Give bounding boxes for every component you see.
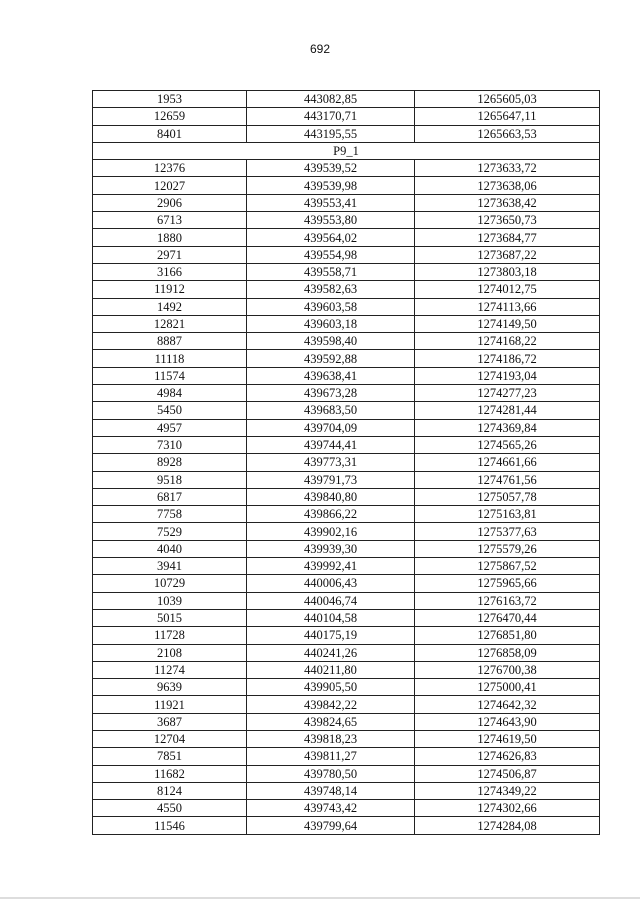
y-coordinate-cell: 1274149,50 <box>415 315 600 332</box>
table-row <box>93 713 600 730</box>
point-id-cell: 7310 <box>93 436 247 453</box>
table-row <box>93 696 600 713</box>
table-row <box>93 212 600 229</box>
point-id-cell: 11274 <box>93 661 247 678</box>
table-row <box>93 471 600 488</box>
table-row <box>93 177 600 194</box>
x-coordinate-cell: 439539,52 <box>247 160 415 177</box>
table-row <box>93 108 600 125</box>
x-coordinate-cell: 439799,64 <box>247 817 415 834</box>
point-id-cell: 6713 <box>93 212 247 229</box>
point-id-cell: 3941 <box>93 558 247 575</box>
point-id-cell: 8124 <box>93 782 247 799</box>
point-id-cell: 11682 <box>93 765 247 782</box>
y-coordinate-cell: 1274619,50 <box>415 730 600 747</box>
coordinates-table <box>92 90 600 835</box>
x-coordinate-cell: 443170,71 <box>247 108 415 125</box>
point-id-cell: 2108 <box>93 644 247 661</box>
point-id-cell: 1039 <box>93 592 247 609</box>
table-row <box>93 419 600 436</box>
table-row <box>93 782 600 799</box>
table-row <box>93 160 600 177</box>
point-id-cell: 8887 <box>93 333 247 350</box>
y-coordinate-cell: 1275000,41 <box>415 679 600 696</box>
table-row <box>93 679 600 696</box>
x-coordinate-cell: 439603,18 <box>247 315 415 332</box>
table-row <box>93 817 600 834</box>
table-row <box>93 298 600 315</box>
x-coordinate-cell: 439592,88 <box>247 350 415 367</box>
point-id-cell: 6817 <box>93 488 247 505</box>
x-coordinate-cell: 439598,40 <box>247 333 415 350</box>
point-id-cell: 7851 <box>93 748 247 765</box>
x-coordinate-cell: 440211,80 <box>247 661 415 678</box>
y-coordinate-cell: 1275057,78 <box>415 488 600 505</box>
x-coordinate-cell: 439780,50 <box>247 765 415 782</box>
point-id-cell: 7529 <box>93 523 247 540</box>
table-row <box>93 506 600 523</box>
table-row <box>93 644 600 661</box>
y-coordinate-cell: 1276851,80 <box>415 627 600 644</box>
table-row <box>93 402 600 419</box>
point-id-cell: 12376 <box>93 160 247 177</box>
x-coordinate-cell: 440175,19 <box>247 627 415 644</box>
y-coordinate-cell: 1275377,63 <box>415 523 600 540</box>
table-row <box>93 350 600 367</box>
point-id-cell: 2971 <box>93 246 247 263</box>
point-id-cell: 12659 <box>93 108 247 125</box>
x-coordinate-cell: 439818,23 <box>247 730 415 747</box>
y-coordinate-cell: 1273684,77 <box>415 229 600 246</box>
table-row <box>93 281 600 298</box>
y-coordinate-cell: 1273633,72 <box>415 160 600 177</box>
x-coordinate-cell: 439905,50 <box>247 679 415 696</box>
x-coordinate-cell: 439673,28 <box>247 385 415 402</box>
table-row <box>93 523 600 540</box>
y-coordinate-cell: 1273650,73 <box>415 212 600 229</box>
x-coordinate-cell: 439939,30 <box>247 540 415 557</box>
table-row <box>93 661 600 678</box>
point-id-cell: 11574 <box>93 367 247 384</box>
x-coordinate-cell: 443082,85 <box>247 91 415 108</box>
point-id-cell: 4984 <box>93 385 247 402</box>
x-coordinate-cell: 439866,22 <box>247 506 415 523</box>
point-id-cell: 5450 <box>93 402 247 419</box>
x-coordinate-cell: 439558,71 <box>247 263 415 280</box>
y-coordinate-cell: 1273803,18 <box>415 263 600 280</box>
y-coordinate-cell: 1274761,56 <box>415 471 600 488</box>
y-coordinate-cell: 1274277,23 <box>415 385 600 402</box>
x-coordinate-cell: 439791,73 <box>247 471 415 488</box>
x-coordinate-cell: 439743,42 <box>247 800 415 817</box>
x-coordinate-cell: 440006,43 <box>247 575 415 592</box>
y-coordinate-cell: 1274186,72 <box>415 350 600 367</box>
x-coordinate-cell: 439748,14 <box>247 782 415 799</box>
x-coordinate-cell: 439842,22 <box>247 696 415 713</box>
x-coordinate-cell: 439554,98 <box>247 246 415 263</box>
point-id-cell: 10729 <box>93 575 247 592</box>
point-id-cell: 12027 <box>93 177 247 194</box>
table-row <box>93 627 600 644</box>
point-id-cell: 7758 <box>93 506 247 523</box>
y-coordinate-cell: 1274193,04 <box>415 367 600 384</box>
y-coordinate-cell: 1274661,66 <box>415 454 600 471</box>
x-coordinate-cell: 439811,27 <box>247 748 415 765</box>
x-coordinate-cell: 439902,16 <box>247 523 415 540</box>
point-id-cell: 5015 <box>93 609 247 626</box>
y-coordinate-cell: 1275163,81 <box>415 506 600 523</box>
point-id-cell: 8928 <box>93 454 247 471</box>
y-coordinate-cell: 1273638,06 <box>415 177 600 194</box>
x-coordinate-cell: 440046,74 <box>247 592 415 609</box>
point-id-cell: 4040 <box>93 540 247 557</box>
x-coordinate-cell: 439553,80 <box>247 212 415 229</box>
table-row <box>93 488 600 505</box>
y-coordinate-cell: 1274565,26 <box>415 436 600 453</box>
y-coordinate-cell: 1275965,66 <box>415 575 600 592</box>
x-coordinate-cell: 439992,41 <box>247 558 415 575</box>
point-id-cell: 11546 <box>93 817 247 834</box>
point-id-cell: 1492 <box>93 298 247 315</box>
x-coordinate-cell: 439773,31 <box>247 454 415 471</box>
y-coordinate-cell: 1265647,11 <box>415 108 600 125</box>
x-coordinate-cell: 439553,41 <box>247 194 415 211</box>
y-coordinate-cell: 1274369,84 <box>415 419 600 436</box>
y-coordinate-cell: 1274284,08 <box>415 817 600 834</box>
y-coordinate-cell: 1274113,66 <box>415 298 600 315</box>
y-coordinate-cell: 1276858,09 <box>415 644 600 661</box>
table-row <box>93 575 600 592</box>
point-id-cell: 4550 <box>93 800 247 817</box>
table-row <box>93 592 600 609</box>
point-id-cell: 3166 <box>93 263 247 280</box>
y-coordinate-cell: 1274626,83 <box>415 748 600 765</box>
x-coordinate-cell: 439539,98 <box>247 177 415 194</box>
point-id-cell: 1880 <box>93 229 247 246</box>
y-coordinate-cell: 1276163,72 <box>415 592 600 609</box>
x-coordinate-cell: 439744,41 <box>247 436 415 453</box>
y-coordinate-cell: 1276700,38 <box>415 661 600 678</box>
table-body <box>93 91 600 835</box>
table-row <box>93 91 600 108</box>
table-row <box>93 125 600 142</box>
table-row <box>93 454 600 471</box>
table-row <box>93 333 600 350</box>
table-row <box>93 367 600 384</box>
x-coordinate-cell: 439704,09 <box>247 419 415 436</box>
point-id-cell: 9518 <box>93 471 247 488</box>
coordinates-table-container <box>92 90 599 835</box>
section-header-row <box>93 142 600 159</box>
y-coordinate-cell: 1273687,22 <box>415 246 600 263</box>
y-coordinate-cell: 1274168,22 <box>415 333 600 350</box>
y-coordinate-cell: 1274642,32 <box>415 696 600 713</box>
x-coordinate-cell: 440241,26 <box>247 644 415 661</box>
x-coordinate-cell: 439582,63 <box>247 281 415 298</box>
table-row <box>93 194 600 211</box>
table-row <box>93 246 600 263</box>
x-coordinate-cell: 443195,55 <box>247 125 415 142</box>
section-label: P9_1 <box>93 142 600 159</box>
x-coordinate-cell: 439824,65 <box>247 713 415 730</box>
table-row <box>93 730 600 747</box>
point-id-cell: 12821 <box>93 315 247 332</box>
x-coordinate-cell: 439683,50 <box>247 402 415 419</box>
point-id-cell: 4957 <box>93 419 247 436</box>
point-id-cell: 2906 <box>93 194 247 211</box>
y-coordinate-cell: 1265663,53 <box>415 125 600 142</box>
table-row <box>93 765 600 782</box>
point-id-cell: 3687 <box>93 713 247 730</box>
table-row <box>93 436 600 453</box>
point-id-cell: 9639 <box>93 679 247 696</box>
y-coordinate-cell: 1274643,90 <box>415 713 600 730</box>
point-id-cell: 12704 <box>93 730 247 747</box>
table-row <box>93 229 600 246</box>
table-row <box>93 609 600 626</box>
x-coordinate-cell: 439564,02 <box>247 229 415 246</box>
x-coordinate-cell: 439638,41 <box>247 367 415 384</box>
x-coordinate-cell: 439603,58 <box>247 298 415 315</box>
point-id-cell: 11921 <box>93 696 247 713</box>
y-coordinate-cell: 1273638,42 <box>415 194 600 211</box>
table-row <box>93 263 600 280</box>
point-id-cell: 11118 <box>93 350 247 367</box>
table-row <box>93 315 600 332</box>
table-row <box>93 558 600 575</box>
table-row <box>93 540 600 557</box>
y-coordinate-cell: 1274012,75 <box>415 281 600 298</box>
point-id-cell: 11728 <box>93 627 247 644</box>
table-row <box>93 748 600 765</box>
point-id-cell: 11912 <box>93 281 247 298</box>
x-coordinate-cell: 440104,58 <box>247 609 415 626</box>
scan-bottom-edge <box>0 897 640 899</box>
y-coordinate-cell: 1275867,52 <box>415 558 600 575</box>
point-id-cell: 8401 <box>93 125 247 142</box>
y-coordinate-cell: 1274506,87 <box>415 765 600 782</box>
table-row <box>93 800 600 817</box>
y-coordinate-cell: 1274349,22 <box>415 782 600 799</box>
y-coordinate-cell: 1274302,66 <box>415 800 600 817</box>
y-coordinate-cell: 1276470,44 <box>415 609 600 626</box>
table-row <box>93 385 600 402</box>
page-number: 692 <box>309 42 331 56</box>
point-id-cell: 1953 <box>93 91 247 108</box>
y-coordinate-cell: 1275579,26 <box>415 540 600 557</box>
y-coordinate-cell: 1265605,03 <box>415 91 600 108</box>
y-coordinate-cell: 1274281,44 <box>415 402 600 419</box>
x-coordinate-cell: 439840,80 <box>247 488 415 505</box>
